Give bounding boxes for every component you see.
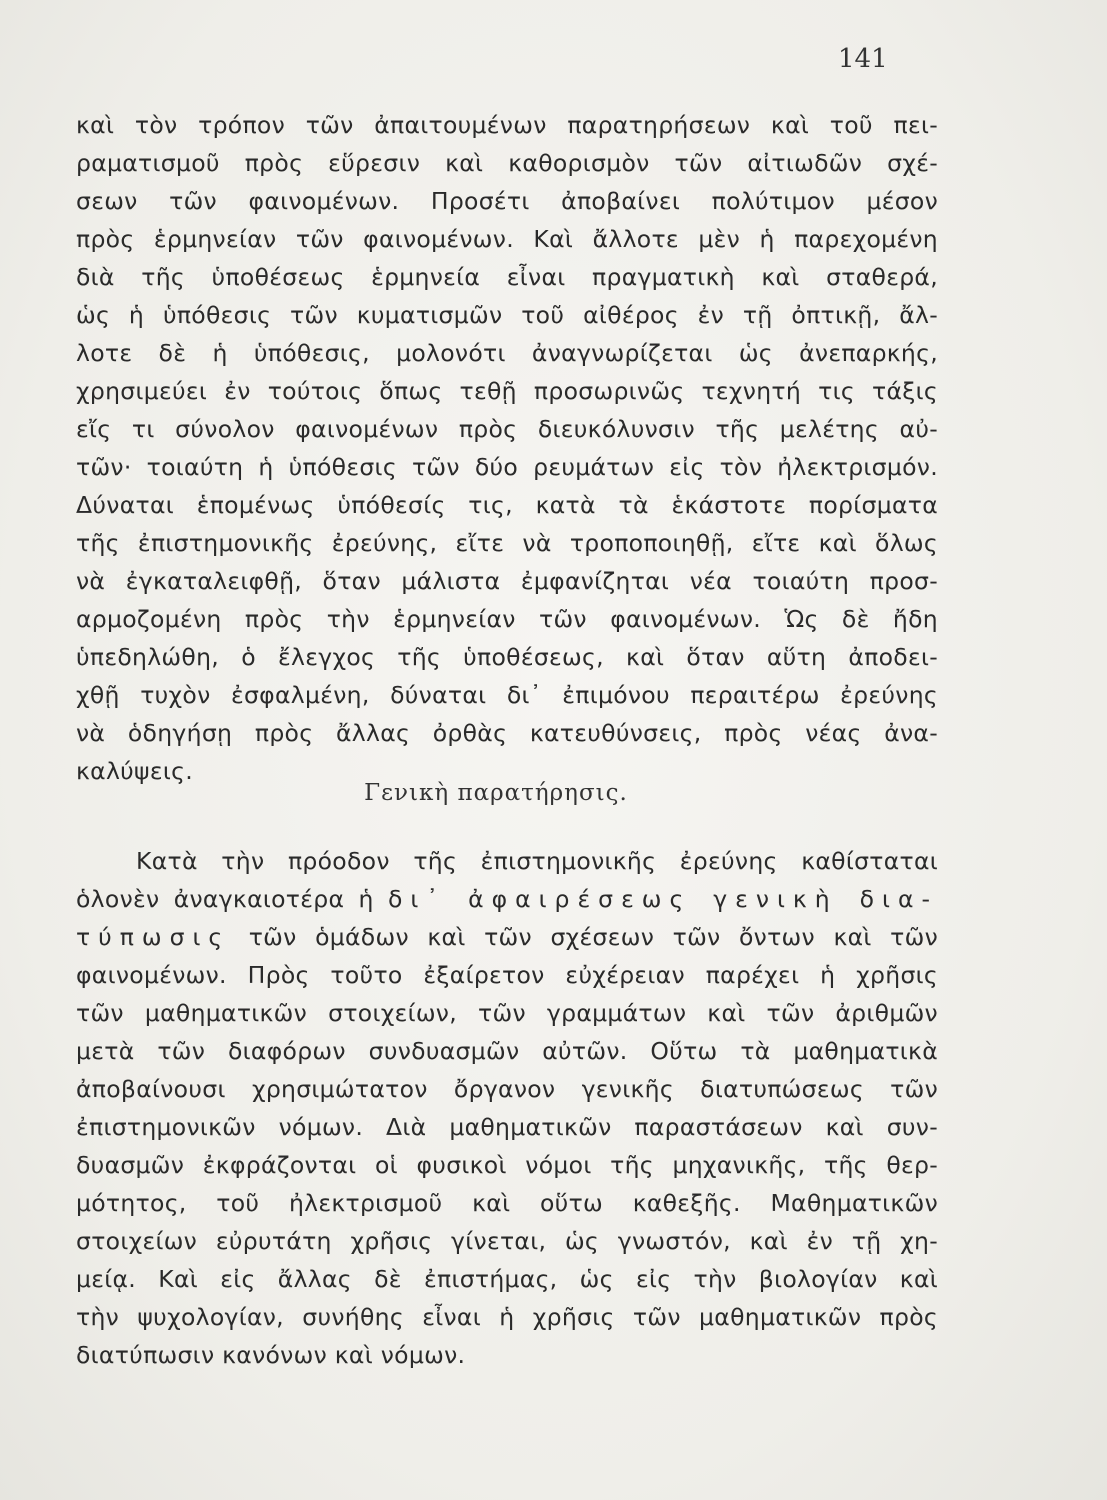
text-line: [76, 880, 938, 918]
text-line: τῶν· τοιαύτη ἡ ὑπόθεσις τῶν δύο ρευμάτων εἰς τὸν ἠλεκτρισμόν.: [76, 453, 938, 481]
text-line: διὰ τῆς ὑποθέσεως ἑρμηνεία εἶναι πραγματικὴ καὶ σταθερά,: [76, 263, 938, 291]
text-segment: ὁλονὲν ἀναγκαιοτέρα ἡ: [76, 885, 374, 913]
section-heading: Γενικὴ παρατήρησις.: [364, 780, 628, 806]
text-line: νὰ ἐγκαταλειφθῇ, ὅταν μάλιστα ἐμφανίζηται νέα τοιαύτη προσ-: [76, 567, 938, 595]
text-line: λοτε δὲ ἡ ὑπόθεσις, μολονότι ἀναγνωρίζεται ὡς ἀνεπαρκής,: [76, 339, 938, 367]
text-line: καὶ τὸν τρόπον τῶν ἀπαιτουμένων παρατηρήσεων καὶ τοῦ πει-: [76, 111, 938, 139]
text-line: σεων τῶν φαινομένων. Προσέτι ἀποβαίνει πολύτιμον μέσον: [76, 187, 938, 215]
text-line: ἐπιστημονικῶν νόμων. Διὰ μαθηματικῶν παραστάσεων καὶ συν-: [76, 1113, 938, 1141]
text-line: ὑπεδηλώθη, ὁ ἔλεγχος τῆς ὑποθέσεως, καὶ ὅταν αὕτη ἀποδει-: [76, 643, 938, 671]
text-line: ὡς ἡ ὑπόθεσις τῶν κυματισμῶν τοῦ αἰθέρος ἐν τῇ ὀπτικῇ, ἄλ-: [76, 301, 938, 329]
text-line: Δύναται ἑπομένως ὑπόθεσίς τις, κατὰ τὰ ἑκάστοτε πορίσματα: [76, 491, 938, 519]
text-line: χθῇ τυχὸν ἐσφαλμένη, δύναται δι᾿ ἐπιμόνου περαιτέρω ἐρεύνης: [76, 681, 938, 709]
text-line: τῆς ἐπιστημονικῆς ἐρεύνης, εἴτε νὰ τροποποιηθῇ, εἴτε καὶ ὅλως: [76, 529, 938, 557]
text-line: μότητος, τοῦ ἠλεκτρισμοῦ καὶ οὕτω καθεξῆς. Μαθηματικῶν: [76, 1189, 938, 1217]
text-line: Κατὰ τὴν πρόοδον τῆς ἐπιστημονικῆς ἐρεύνης καθίσταται: [136, 847, 938, 875]
page-number: 141: [838, 44, 888, 74]
text-line: ραματισμοῦ πρὸς εὕρεσιν καὶ καθορισμὸν τῶν αἰτιωδῶν σχέ-: [76, 149, 938, 177]
text-line: φαινομένων. Πρὸς τοῦτο ἐξαίρετον εὐχέρειαν παρέχει ἡ χρῆσις: [76, 961, 938, 989]
text-line: τὴν ψυχολογίαν, συνήθης εἶναι ἡ χρῆσις τῶν μαθηματικῶν πρὸς: [76, 1303, 938, 1331]
text-line: καλύψεις.: [76, 757, 193, 785]
text-line: τῶν μαθηματικῶν στοιχείων, τῶν γραμμάτων καὶ τῶν ἀριθμῶν: [76, 999, 938, 1027]
text-line: μείᾳ. Καὶ εἰς ἄλλας δὲ ἐπιστήμας, ὡς εἰς τὴν βιολογίαν καὶ: [76, 1265, 938, 1293]
text-line: διατύπωσιν κανόνων καὶ νόμων.: [76, 1341, 466, 1369]
emphasized-text: δι᾿ ἀφαιρέσεως γενικὴ δια-: [388, 885, 938, 913]
paragraph-general-remark: [76, 842, 938, 1374]
text-line: χρησιμεύει ἐν τούτοις ὅπως τεθῇ προσωρινῶς τεχνητή τις τάξις: [76, 377, 938, 405]
text-line: δυασμῶν ἐκφράζονται οἱ φυσικοὶ νόμοι τῆς μηχανικῆς, τῆς θερ-: [76, 1151, 938, 1179]
text-segment: τῶν ὁμάδων καὶ τῶν σχέσεων τῶν ὄντων καὶ τῶν: [248, 923, 938, 951]
text-line: πρὸς ἑρμηνείαν τῶν φαινομένων. Καὶ ἄλλοτε μὲν ἡ παρεχομένη: [76, 225, 938, 253]
paragraph-hypothesis: [76, 106, 938, 790]
text-line: εἴς τι σύνολον φαινομένων πρὸς διευκόλυνσιν τῆς μελέτης αὐ-: [76, 415, 938, 443]
text-line: αρμοζομένη πρὸς τὴν ἑρμηνείαν τῶν φαινομένων. Ὡς δὲ ἤδη: [76, 605, 938, 633]
text-line: ἀποβαίνουσι χρησιμώτατον ὄργανον γενικῆς διατυπώσεως τῶν: [76, 1075, 938, 1103]
text-line: στοιχείων εὐρυτάτη χρῆσις γίνεται, ὡς γνωστόν, καὶ ἐν τῇ χη-: [76, 1227, 938, 1255]
emphasized-text: τύπωσις: [76, 923, 231, 951]
text-line: [76, 918, 938, 956]
text-line: νὰ ὁδηγήσῃ πρὸς ἄλλας ὀρθὰς κατευθύνσεις, πρὸς νέας ἀνα-: [76, 719, 938, 747]
text-line: μετὰ τῶν διαφόρων συνδυασμῶν αὐτῶν. Οὕτω τὰ μαθηματικὰ: [76, 1037, 938, 1065]
